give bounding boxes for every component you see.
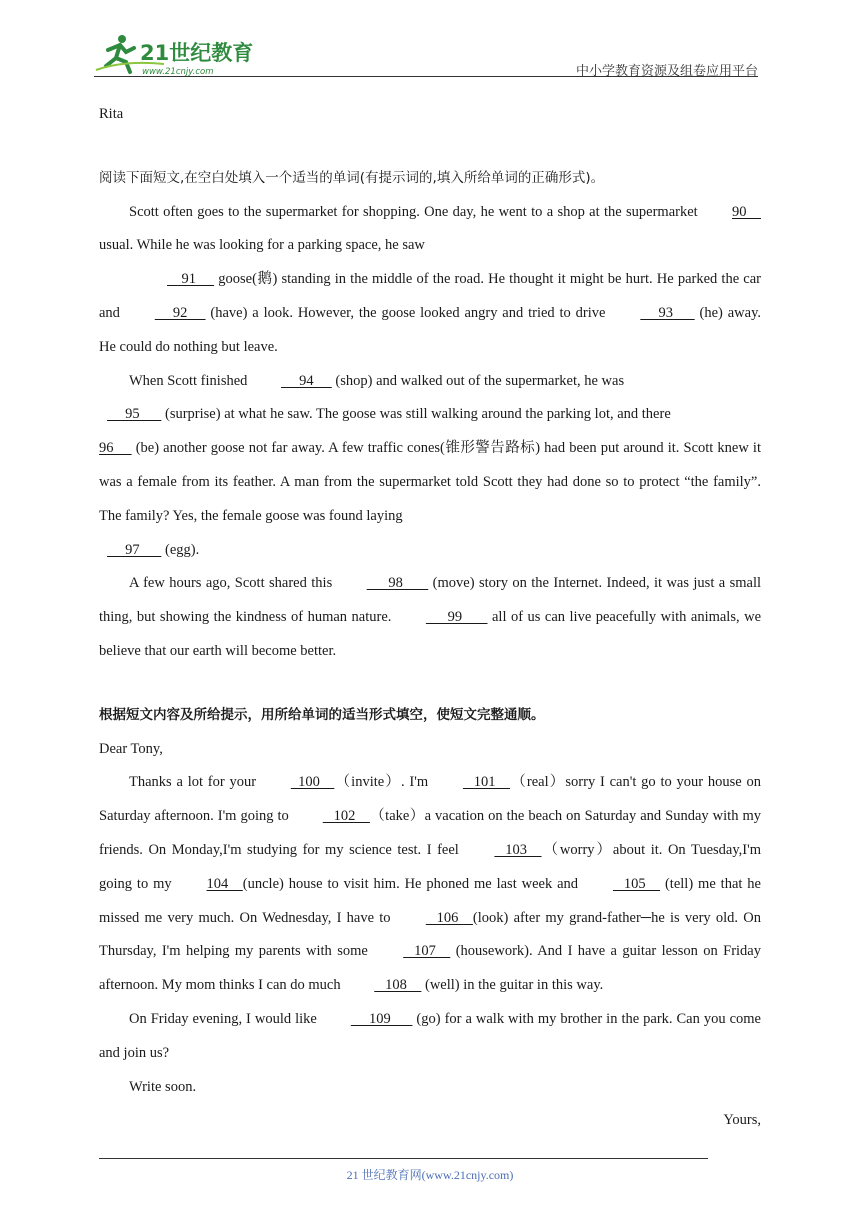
top-name: Rita	[99, 106, 124, 122]
text: （worry）about it. On Tuesday,I'm going to my	[99, 841, 762, 892]
header-divider	[94, 76, 758, 77]
blank-93[interactable]: 93	[640, 304, 695, 321]
text: (go) for a walk with my brother in the park. Can you come and join us?	[99, 1010, 761, 1061]
text: (surprise) at what he saw. The goose was still walking around the parking lot, and there	[161, 406, 671, 423]
blank-101[interactable]: 101	[462, 774, 511, 791]
blank-104[interactable]: 104	[206, 875, 243, 892]
text: (move) story on the Internet. Indeed, it was just a small thing, but showing the kindness of human nature.	[99, 575, 762, 626]
blank-90[interactable]: 90	[732, 203, 761, 220]
section2-paragraph-2	[99, 1003, 761, 1071]
text: （real）sorry I can't go to your house on Saturday afternoon. I'm going to	[99, 774, 761, 825]
text: Thanks a lot for your	[129, 774, 261, 791]
section1-paragraph-3	[99, 567, 761, 668]
blank-99[interactable]: 99	[425, 609, 488, 626]
section1-paragraph-1	[99, 196, 761, 365]
footer-divider	[99, 1158, 708, 1159]
blank-95[interactable]: 95	[107, 406, 162, 423]
blank-102[interactable]: 102	[322, 808, 370, 825]
text: (uncle) house to visit him. He phoned me last week and	[242, 875, 583, 892]
text: When Scott finished	[129, 372, 252, 389]
text: (well) in the guitar in this way.	[421, 977, 604, 994]
text: Scott often goes to the supermarket for shopping. One day, he went to a shop at the supermarket	[129, 203, 702, 220]
blank-107[interactable]: 107	[403, 943, 451, 960]
text: （take）a vacation on the beach on Saturday and Sunday with my friends. On Monday,I'm studying for my science test. I feel	[99, 808, 761, 858]
blank-94[interactable]: 94	[281, 372, 332, 389]
letter-salutation: Dear Tony,	[99, 740, 163, 757]
blank-96[interactable]: 96	[99, 440, 132, 457]
blank-97[interactable]: 97	[107, 541, 162, 558]
blank-108[interactable]: 108	[374, 977, 422, 994]
text: usual. While he was looking for a parking space, he saw	[99, 237, 425, 254]
text: (housework). And I have a guitar lesson on Friday afternoon. My mom thinks I can do much	[99, 943, 761, 994]
page-footer: 21 世纪教育网(www.21cnjy.com)	[346, 1168, 514, 1182]
blank-100[interactable]: 100	[290, 774, 335, 791]
letter-sign-off: Write soon.	[129, 1078, 197, 1095]
page-header	[94, 30, 758, 78]
blank-109[interactable]: 109	[350, 1010, 413, 1027]
text: (have) a look. However, the goose looked angry and tried to drive	[205, 304, 611, 321]
svg-text:www.21cnjy.com: www.21cnjy.com	[142, 67, 214, 77]
section1-instruction: 阅读下面短文,在空白处填入一个适当的单词(有提示词的,填入所给单词的正确形式)。	[99, 169, 605, 186]
page-content	[99, 98, 761, 1138]
section2-paragraph-1	[99, 766, 761, 1003]
site-logo	[94, 30, 264, 78]
text: On Friday evening, I would like	[129, 1010, 321, 1027]
text: (be) another goose not far away. A few traffic cones(锥形警告路标) had been put around it. Scott knew it was a female from its feather. A man from the supermarket told Scott they had done so to protect “the family”. The family? Yes, the female goose was found laying	[99, 440, 761, 524]
spacer	[99, 669, 761, 699]
blank-92[interactable]: 92	[154, 304, 206, 321]
text: (he) away. He could do nothing but leave.	[99, 304, 762, 355]
text: goose(鹅) standing in the middle of the road. He thought it might be hurt. He parked the car and	[99, 271, 761, 321]
blank-105[interactable]: 105	[612, 875, 661, 892]
section2-instruction: 根据短文内容及所给提示，用所给单词的适当形式填空，使短文完整通顺。	[99, 706, 545, 723]
text: (shop) and walked out of the supermarket, he was	[331, 372, 625, 389]
svg-text:21世纪教育: 21世纪教育	[140, 41, 254, 65]
text: A few hours ago, Scott shared this	[129, 575, 337, 592]
spacer	[99, 132, 761, 162]
blank-91[interactable]: 91	[167, 271, 215, 288]
blank-98[interactable]: 98	[366, 575, 429, 592]
letter-closing: Yours,	[723, 1112, 761, 1129]
platform-name: 中小学教育资源及组卷应用平台	[575, 64, 758, 79]
blank-106[interactable]: 106	[425, 909, 473, 926]
blank-103[interactable]: 103	[494, 841, 542, 858]
section1-paragraph-2	[99, 365, 761, 568]
text: all of us can live peacefully with animals, we believe that our earth will become better.	[99, 609, 762, 659]
text: (tell) me that he missed me very much. On Wednesday, I have to	[99, 875, 761, 926]
text: (look) after my grand-father─he is very old. On Thursday, I'm helping my parents with some	[99, 909, 761, 960]
text: (egg).	[161, 541, 200, 558]
text: （invite）. I'm	[334, 774, 433, 791]
